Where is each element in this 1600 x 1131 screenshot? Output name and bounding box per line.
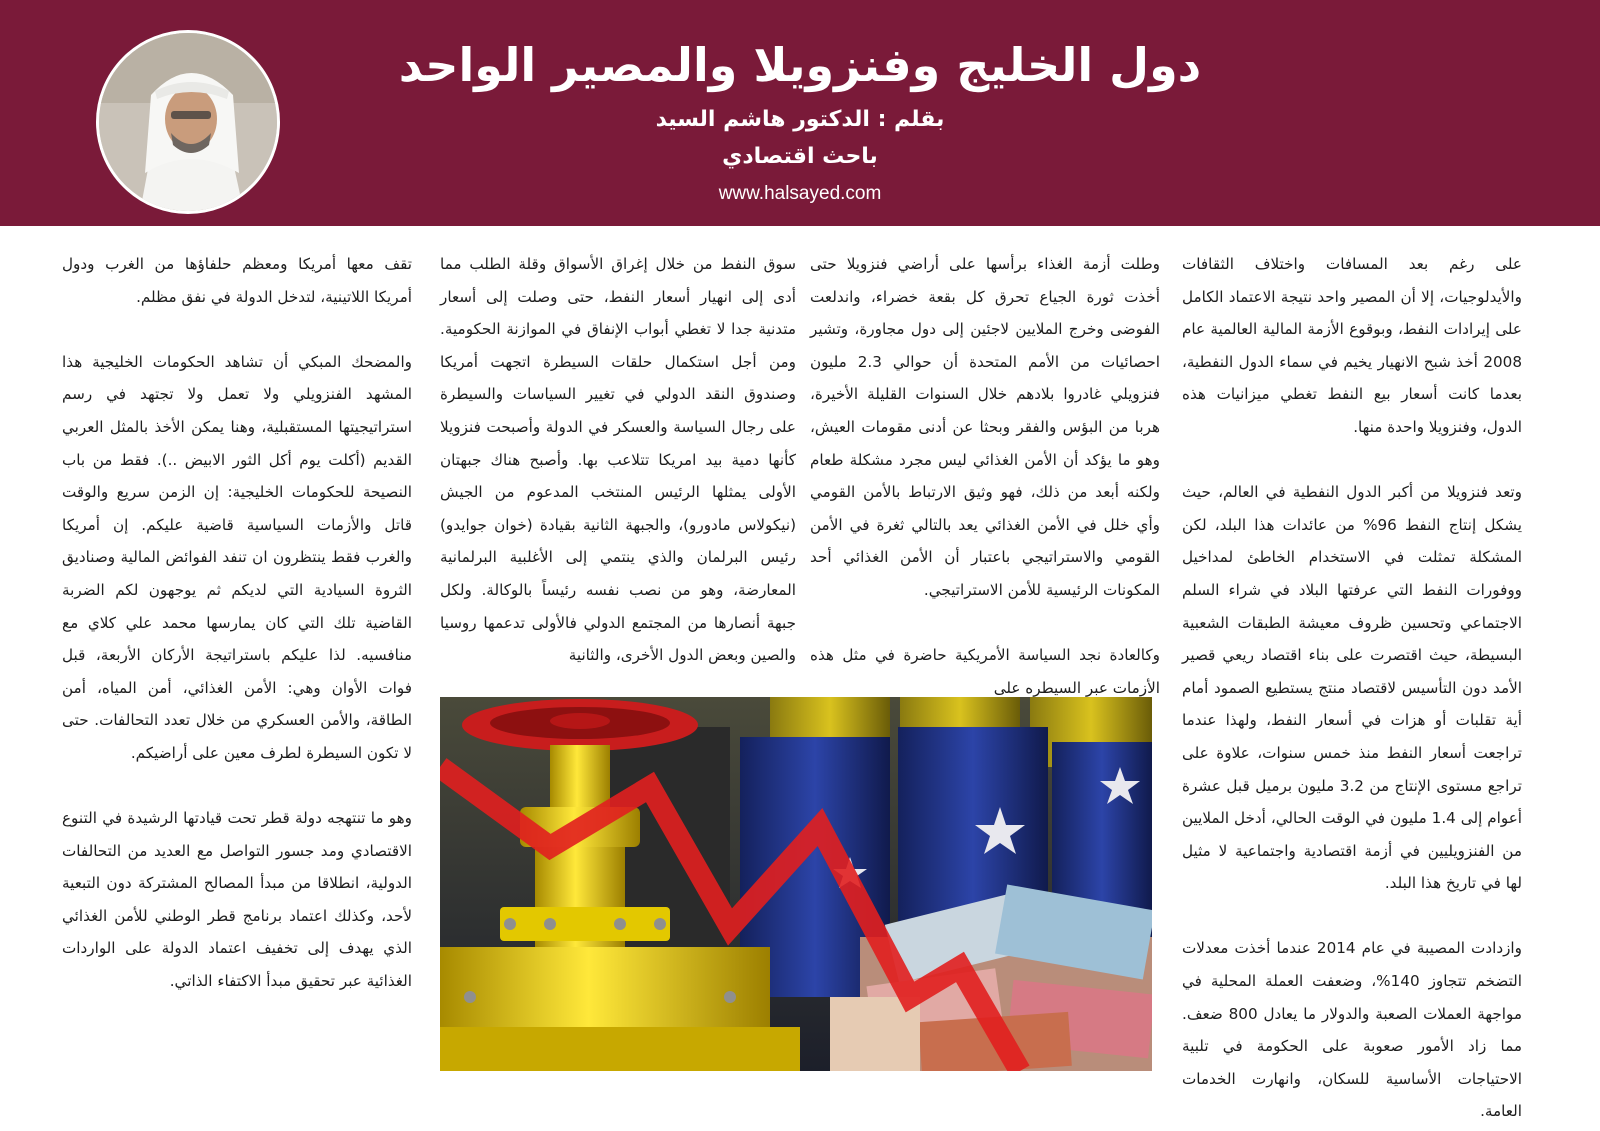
article-column-3 (440, 248, 796, 672)
author-portrait-icon (99, 33, 280, 214)
masthead (0, 0, 1600, 226)
paragraph: وهو ما تنتهجه دولة قطر تحت قيادتها الرشيدة في التنوع الاقتصادي ومد جسور التواصل مع العديد من التحالفات الدولية، انطلاقا من مبدأ المصالح المشتركة دون التبعية لأحد، وكذلك اعتماد برنامج قطر الوطني للأمن الغذائي الذي يهدف إلى تخفيف اعتماد الدولة على الواردات الغذائية عبر تحقيق مبدأ الاكتفاء الذاتي. (62, 809, 412, 991)
article-column-1 (1182, 248, 1522, 1128)
paragraph: تقف معها أمريكا ومعظم حلفاؤها من الغرب ودول أمريكا اللاتينية، لتدخل الدولة في نفق مظلم. (62, 255, 412, 306)
article-photo (440, 697, 1152, 1071)
oil-barrels-valve-banknotes-photo-icon (440, 697, 1152, 1071)
author-avatar (96, 30, 280, 214)
article-column-4 (62, 248, 412, 998)
article-title: دول الخليج وفنزويلا والمصير الواحد (398, 38, 1202, 92)
website-link[interactable]: www.halsayed.com (718, 183, 882, 204)
paragraph: على رغم بعد المسافات واختلاف الثقافات والأيدلوجيات، إلا أن المصير واحد نتيجة الاعتماد الكامل على إيرادات النفط، وبوقوع الأزمة المالية العالمية عام 2008 أخذ شبح الانهيار يخيم في سماء الدول النفطية، بعدما كانت أسعار بيع النفط تغطي ميزانيات هذه الدول، وفنزويلا واحدة منها. (1182, 255, 1522, 436)
paragraph: وازدادت المصيبة في عام 2014 عندما أخذت معدلات التضخم تتجاوز 140%، وضعفت العملة المحلية في مواجهة العملات الصعبة والدولار ما يعادل 800 ضعف. مما زاد الأمور صعوبة على الحكومة في تلبية الاحتياجات الأساسية للسكان، وانهارت الخدمات العامة. (1182, 939, 1522, 1121)
paragraph: سوق النفط من خلال إغراق الأسواق وقلة الطلب مما أدى إلى انهيار أسعار النفط، حتى وصلت إلى أسعار متدنية جدا لا تغطي أبواب الإنفاق في الموازنة الحكومية. ومن أجل استكمال حلقات السيطرة اتجهت أمريكا وصندوق النقد الدولي في تغيير السياسات والسيطرة على رجال السياسة والعسكر في الدولة وأصبحت فنزويلا كأنها دمية بيد امريكا تتلاعب بها. وأصبح هناك جبهتان الأولى يمثلها الرئيس المنتخب المدعوم من الجيش (نيكولاس مادورو)، والجبهة الثانية بقيادة (خوان جوايدو) رئيس البرلمان والذي ينتمي إلى الأغلبية البرلمانية المعارضة، وهو من نصب نفسه رئيساً بالوكالة. ولكل جبهة أنصارها من المجتمع الدولي فالأولى تدعمها روسيا والصين وبعض الدول الأخرى، والثانية (440, 255, 796, 665)
author-byline: بقلم : الدكتور هاشم السيد (655, 107, 945, 132)
author-role: باحث اقتصادي (722, 144, 878, 169)
paragraph: وتعد فنزويلا من أكبر الدول النفطية في العالم، حيث يشكل إنتاج النفط 96% من عائدات هذا البلد، لكن المشكلة تمثلت في الاستخدام الخاطئ لمداخيل ووفورات النفط التي عرفتها البلاد في شراء السلم الاجتماعي وتحسين ظروف معيشة الطبقات الشعبية البسيطة، حيث اقتصرت على بناء اقتصاد ريعي قصير الأمد دون التأسيس لاقتصاد منتج يستطيع الصمود أمام أية تقلبات أو هزات في أسعار النفط، ولهذا عندما تراجعت أسعار النفط منذ خمس سنوات، علاوة على تراجع مستوى الإنتاج من 3.2 مليون برميل قبل عشرة أعوام إلى 1.4 مليون في الوقت الحالي، أدخل الملايين من الفنزويليين في أزمة اقتصادية واجتماعية لا مثيل لها في تاريخ هذا البلد. (1182, 483, 1522, 893)
paragraph: والمضحك المبكي أن تشاهد الحكومات الخليجية هذا المشهد الفنزويلي ولا تعمل ولا تجتهد في رسم استراتيجيتها المستقبلية، وهنا يمكن الأخذ بالمثل العربي القديم (أكلت يوم أكل الثور الابيض ..). فقط من باب النصيحة للحكومات الخليجية: إن الزمن سريع والوقت قاتل والأزمات السياسية قاضية عليكم. إن أمريكا والغرب فقط ينتظرون ان تنفد الفوائض المالية وصناديق الثروة السيادية التي لديكم ثم يوجهون لكم الضربة القاضية تلك التي كان يمارسها محمد علي كلاي مع منافسيه. لذا عليكم باستراتيجة الأركان الأربعة، قبل فوات الأوان وهي: الأمن الغذائي، أمن المياه، أمن الطاقة، والأمن العسكري من خلال تعدد التحالفات. حتى لا تكون السيطرة لطرف معين على أراضيكم. (62, 352, 412, 762)
paragraph: وطلت أزمة الغذاء برأسها على أراضي فنزويلا حتى أخذت ثورة الجياع تحرق كل بقعة خضراء، واندلعت الفوضى وخرج الملايين لاجئين إلى دول مجاورة، وتشير احصائيات من الأمم المتحدة أن حوالي 2.3 مليون فنزويلي غادروا بلادهم خلال السنوات القليلة الأخيرة، هربا من البؤس والفقر وبحثا عن أدنى مقومات العيش، وهو ما يؤكد أن الأمن الغذائي ليس مجرد مشكلة طعام ولكنه أبعد من ذلك، فهو وثيق الارتباط بالأمن القومي وأي خلل في الأمن الغذائي يعد بالتالي ثغرة في الأمن القومي والاستراتيجي باعتبار أن الأمن الغذائي أحد المكونات الرئيسية للأمن الاستراتيجي. (810, 255, 1161, 599)
article-column-2 (810, 248, 1160, 704)
paragraph: وكالعادة نجد السياسة الأمريكية حاضرة في مثل هذه الأزمات عبر السيطره على (810, 646, 1160, 697)
